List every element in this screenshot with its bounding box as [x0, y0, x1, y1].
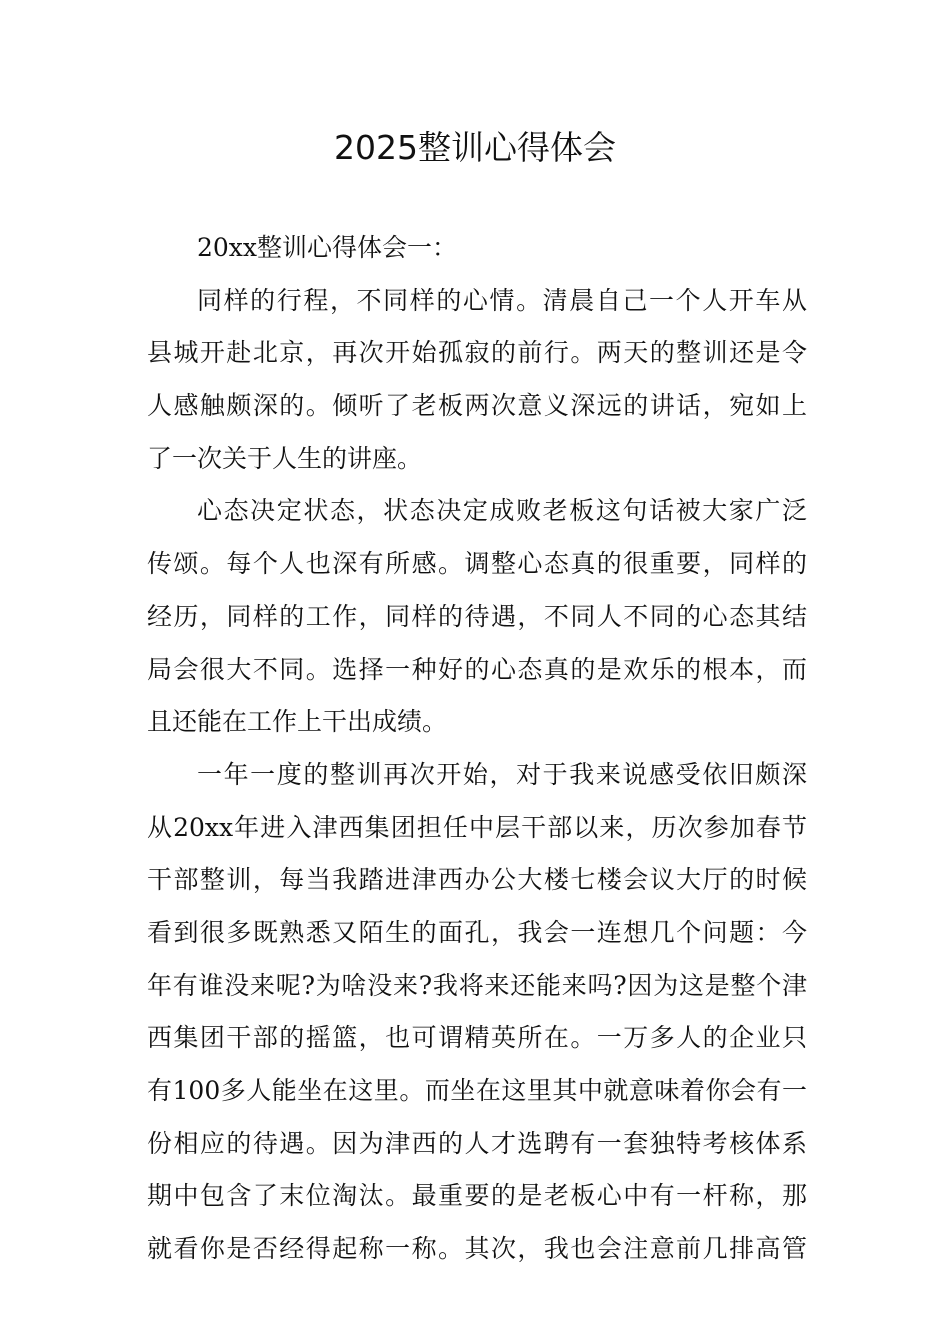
paragraph-line: 干部整训，每当我踏进津西办公大楼七楼会议大厅的时候 [147, 865, 807, 895]
paragraph [147, 749, 807, 1276]
paragraph-line: 人感触颇深的。倾听了老板两次意义深远的讲话，宛如上 [147, 391, 807, 421]
paragraph-line: 心态决定状态，状态决定成败老板这句话被大家广泛 [197, 496, 807, 526]
paragraph-line: 有100多人能坐在这里。而坐在这里其中就意味着你会有一 [147, 1076, 807, 1105]
paragraph-line: 份相应的待遇。因为津西的人才选聘有一套独特考核体系 [147, 1128, 807, 1158]
paragraph-line: 年有谁没来呢?为啥没来?我将来还能来吗?因为这是整个津 [147, 970, 807, 1000]
section-subheading: 20xx整训心得体会一： [197, 233, 458, 262]
paragraph-line: 期中包含了末位淘汰。最重要的是老板心中有一杆称，那 [147, 1181, 807, 1211]
paragraph-line: 县城开赴北京，再次开始孤寂的前行。两天的整训还是令 [147, 338, 807, 368]
paragraph-line: 且还能在工作上干出成绩。 [147, 707, 448, 737]
paragraph-line: 从20xx年进入津西集团担任中层干部以来，历次参加春节 [147, 812, 807, 842]
paragraph-line: 就看你是否经得起称一称。其次，我也会注意前几排高管 [147, 1234, 807, 1264]
paragraph-line: 局会很大不同。选择一种好的心态真的是欢乐的根本，而 [147, 654, 807, 684]
paragraph [147, 485, 807, 748]
paragraph [147, 275, 807, 486]
paragraph-line: 西集团干部的摇篮，也可谓精英所在。一万多人的企业只 [147, 1023, 807, 1053]
paragraph-line: 了一次关于人生的讲座。 [147, 443, 423, 473]
document-title: 2025整训心得体会 [334, 128, 616, 167]
paragraph-line: 看到很多既熟悉又陌生的面孔，我会一连想几个问题：今 [147, 917, 807, 947]
paragraph-line: 经历，同样的工作，同样的待遇，不同人不同的心态其结 [147, 601, 807, 631]
paragraph-line: 同样的行程，不同样的心情。清晨自己一个人开车从 [197, 285, 807, 315]
paragraph-line: 传颂。每个人也深有所感。调整心态真的很重要，同样的 [147, 549, 807, 579]
paragraph-line: 一年一度的整训再次开始，对于我来说感受依旧颇深 [197, 759, 807, 789]
document-body [147, 222, 807, 1276]
